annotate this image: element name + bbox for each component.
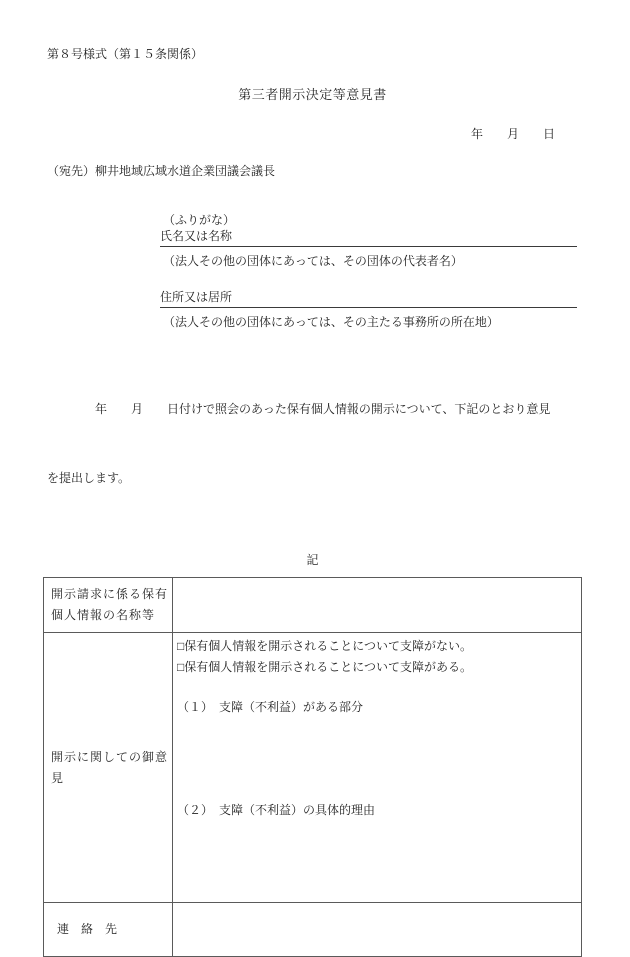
option-objection bbox=[177, 657, 575, 678]
option-no-objection bbox=[177, 636, 575, 657]
name-field-blank[interactable] bbox=[232, 229, 577, 244]
statement-line-1: 年 月 日付けで照会のあった保有個人情報の開示について、下記のとおり意見 bbox=[47, 402, 551, 416]
date-fill-in[interactable]: 年 月 日 bbox=[470, 127, 555, 141]
opinion-content-cell bbox=[173, 633, 582, 903]
applicant-identity-block bbox=[160, 211, 577, 329]
address-label: 住所又は居所 bbox=[160, 290, 233, 304]
table-row bbox=[44, 903, 582, 957]
requested-info-field-blank[interactable] bbox=[173, 578, 582, 633]
addressee-line: （宛先）柳井地域広域水道企業団議会議長 bbox=[47, 164, 276, 178]
objection-part-field-blank[interactable] bbox=[177, 718, 575, 800]
checkbox-no-objection-icon[interactable]: □ bbox=[177, 639, 185, 653]
table-row bbox=[44, 578, 582, 633]
statement-line-2: を提出します。 bbox=[47, 471, 131, 485]
name-label: 氏名又は名称 bbox=[160, 229, 233, 243]
opinion-label: 開示に関しての御意見 bbox=[44, 633, 173, 903]
form-number: 第８号様式（第１５条関係） bbox=[47, 47, 204, 61]
page-title: 第三者開示決定等意見書 bbox=[238, 87, 387, 102]
checkbox-objection-icon[interactable]: □ bbox=[177, 660, 185, 674]
address-underline-row bbox=[160, 290, 577, 308]
furigana-label: （ふりがな） bbox=[163, 213, 236, 227]
option-objection-label: 保有個人情報を開示されることについて支障がある。 bbox=[184, 660, 473, 674]
objection-part-heading: （１） 支障（不利益）がある部分 bbox=[177, 700, 364, 714]
option-no-objection-label: 保有個人情報を開示されることについて支障がない。 bbox=[184, 639, 473, 653]
record-mark: 記 bbox=[306, 553, 319, 567]
statement-paragraph bbox=[47, 352, 578, 536]
name-underline-row bbox=[160, 229, 577, 247]
opinion-form-table bbox=[43, 577, 582, 957]
requested-info-label: 開示請求に係る保有個人情報の名称等 bbox=[44, 578, 173, 633]
contact-field-blank[interactable] bbox=[173, 903, 582, 957]
objection-reason-heading: （２） 支障（不利益）の具体的理由 bbox=[177, 803, 376, 817]
name-note: （法人その他の団体にあっては、その団体の代表者名） bbox=[163, 254, 463, 268]
address-field-blank[interactable] bbox=[232, 290, 577, 305]
contact-label: 連 絡 先 bbox=[44, 903, 173, 957]
table-row bbox=[44, 633, 582, 903]
address-note: （法人その他の団体にあっては、その主たる事務所の所在地） bbox=[163, 315, 499, 329]
